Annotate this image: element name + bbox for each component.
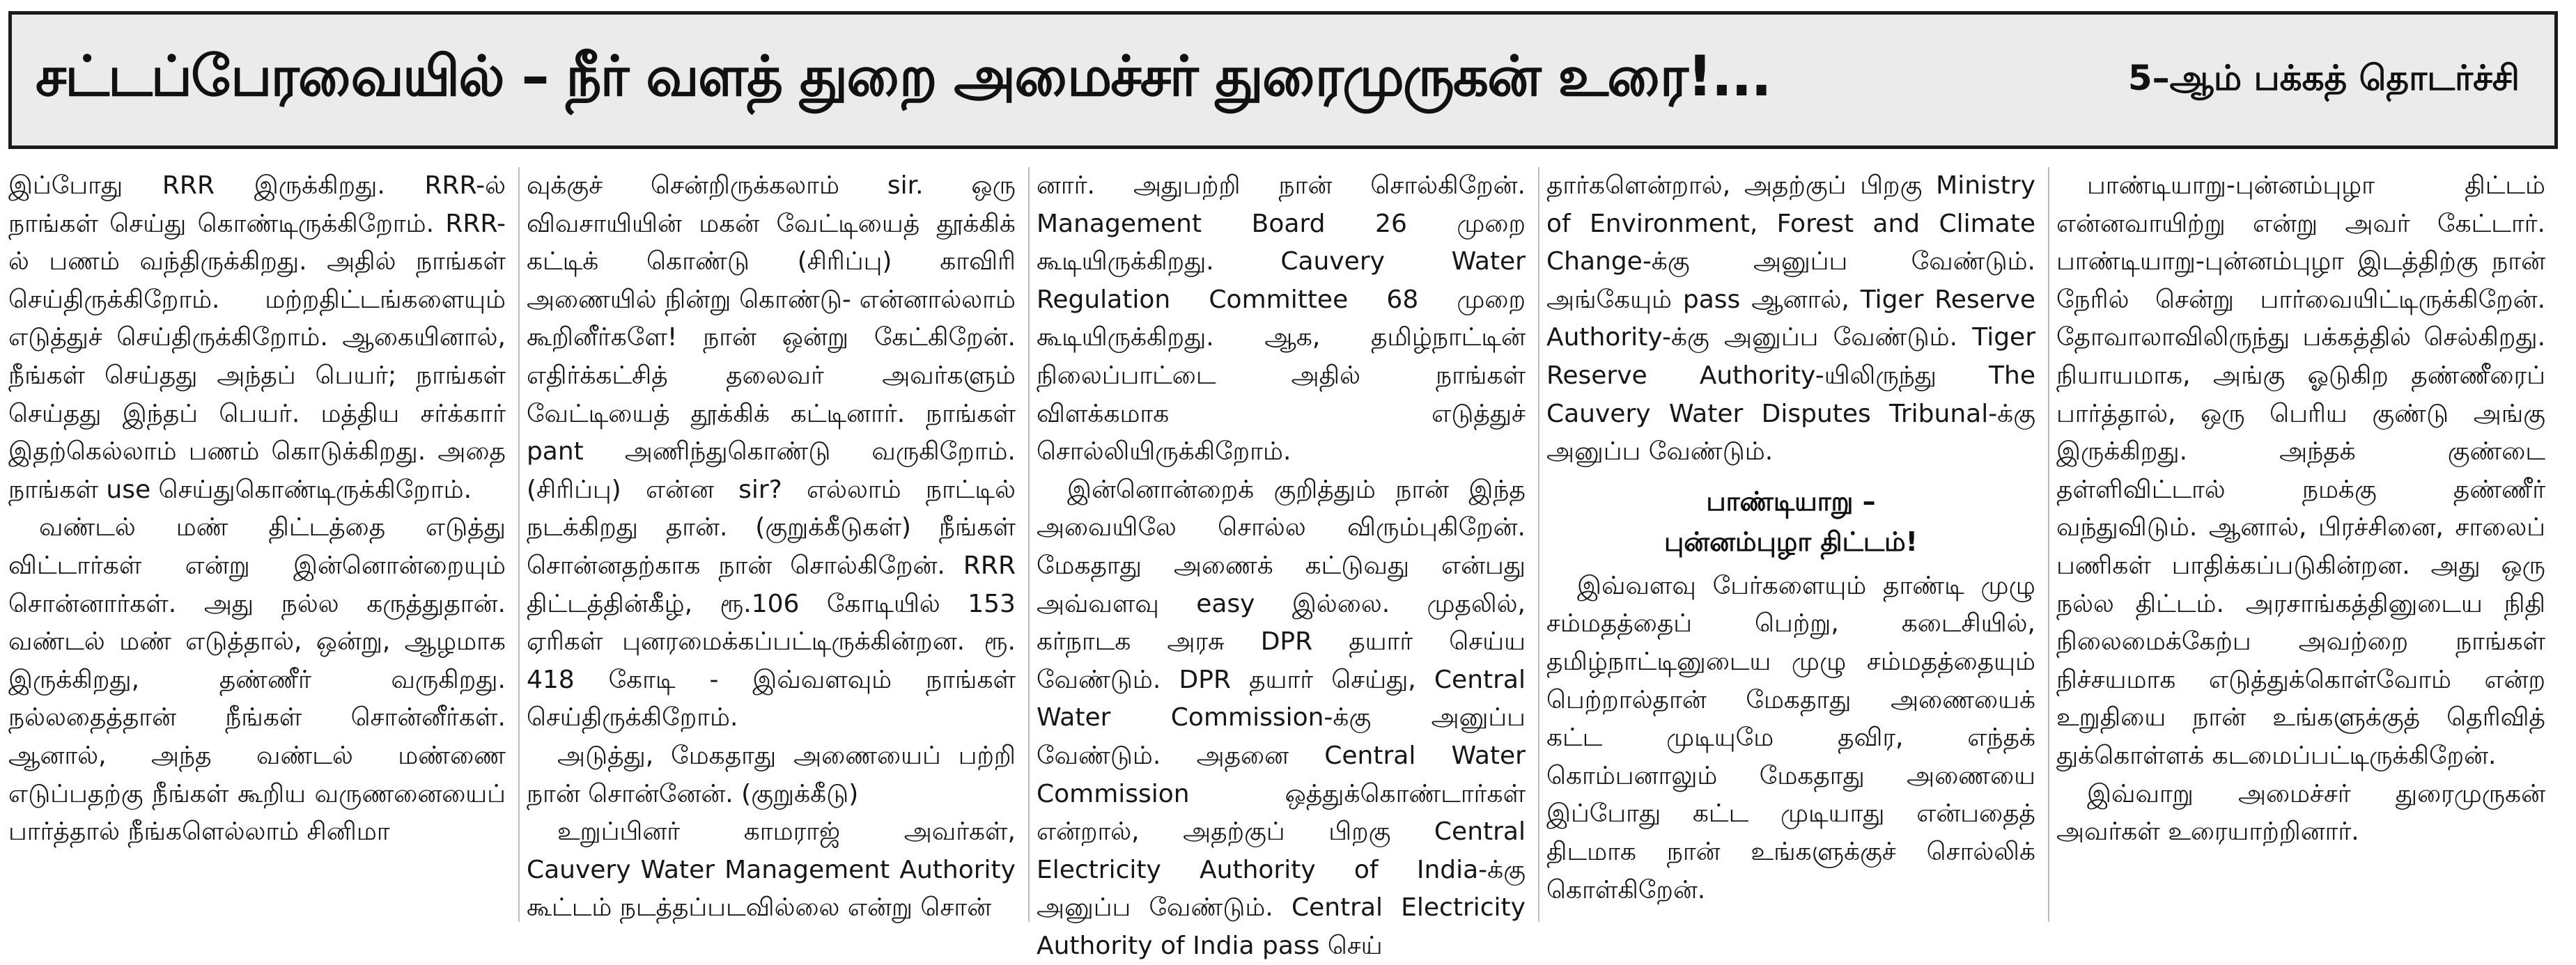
article-paragraph: இன்னொன்றைக் குறித்தும் நான் இந்த அவையிலே சொல்ல விரும்புகிறேன். மேகதாது அணைக் கட்டுவது என்பது அவ்வளவு easy இல்லை. முதலில், கர்நாடக அரசு DPR தயார் செய்ய வேண்டும். DPR தயார் செய்து, Central Water Commission-க்கு அனுப்ப வேண்டும். அதனை Central Water Commission ஒத்துக்கொண்டார்கள் என்றால், அதற்குப் பிறகு Central Electricity Authority of India-க்கு அனுப்ப வேண்டும். Central Electricity Authority of India pass செய் bbox=[1036, 475, 1526, 960]
article-column-3 bbox=[1028, 167, 1538, 960]
article-column-1 bbox=[8, 167, 518, 922]
article-columns bbox=[8, 167, 2558, 960]
headline-banner bbox=[8, 11, 2558, 149]
article-paragraph: இவ்வாறு அமைச்சர் துரைமுருகன் அவர்கள் உரையாற்றினார். bbox=[2056, 779, 2546, 847]
subheading-line: புன்னம்புழா திட்டம்! bbox=[1663, 526, 1918, 557]
article-paragraph: னார். அதுபற்றி நான் சொல்கிறேன். Management Board 26 முறை கூடியிருக்கிறது. Cauvery Water Regulation Committee 68 முறை கூடியிருக்கிறது. ஆக, தமிழ்நாட்டின் நிலைப்பாட்டை அதில் நாங்கள் விளக்கமாக எடுத்துச் சொல்லியிருக்கிறோம். bbox=[1036, 171, 1526, 466]
section-subheading bbox=[1546, 481, 2035, 562]
article-paragraph: இவ்வளவு பேர்களையும் தாண்டி முழு சம்மதத்தைப் பெற்று, கடைசியில், தமிழ்நாட்டினுடைய முழு சம்மதத்தையும் பெற்றால்தான் மேகதாது அணையைக் கட்ட முடியுமே தவிர, எந்தக் கொம்பனாலும் மேகதாது அணையை இப்போது கட்ட முடியாது என்பதைத் திடமாக நான் உங்களுக்குச் சொல்லிக் கொள்கிறேன். bbox=[1546, 571, 2035, 904]
article-paragraph: உறுப்பினர் காமராஜ் அவர்கள், Cauvery Water Management Authority கூட்டம் நடத்தப்படவில்லை என்று சொன் bbox=[526, 817, 1016, 923]
continuation-note: 5–ஆம் பக்கத் தொடர்ச்சி bbox=[2127, 57, 2520, 98]
article-paragraph: தார்களென்றால், அதற்குப் பிறகு Ministry of Environment, Forest and Climate Change-க்கு அனுப்ப வேண்டும். அங்கேயும் pass ஆனால், Tiger Reserve Authority-க்கு அனுப்ப வேண்டும். Tiger Reserve Authority-யிலிருந்து The Cauvery Water Disputes Tribunal-க்கு அனுப்ப வேண்டும். bbox=[1546, 171, 2035, 466]
article-paragraph: வுக்குச் சென்றிருக்கலாம் sir. ஒரு விவசாயியின் மகன் வேட்டியைத் தூக்கிக் கட்டிக் கொண்டு (சிரிப்பு) காவிரி அணையில் நின்று கொண்டு- என்னால்லாம் கூறினீர்களே! நான் ஒன்று கேட்கிறேன். எதிர்க்கட்சித் தலைவர் அவர்களும் வேட்டியைத் தூக்கிக் கட்டினார். நாங்கள் pant அணிந்துகொண்டு வருகிறோம். (சிரிப்பு) என்ன sir? எல்லாம் நாட்டில் நடக்கிறது தான். (குறுக்கீடுகள்) நீங்கள் சொன்னதற்காக நான் சொல்கிறேன். RRR திட்டத்தின்கீழ், ரூ.106 கோடியில் 153 ஏரிகள் புனரமைக்கப்பட்டிருக்கின்றன. ரூ. 418 கோடி - இவ்வளவும் நாங்கள் செய்திருக்கிறோம். bbox=[526, 171, 1016, 732]
article-paragraph: அடுத்து, மேகதாது அணையைப் பற்றி நான் சொன்னேன். (குறுக்கீடு) bbox=[526, 741, 1016, 808]
article-paragraph: பாண்டியாறு-புன்னம்புழா திட்டம் என்னவாயிற்று என்று அவர் கேட்டார். பாண்டியாறு-புன்னம்புழா இடத்திற்கு நான் நேரில் சென்று பார்வையிட்டிருக்கிறேன். தோவாலாவிலிருந்து பக்கத்தில் செல்கிறது. நியாயமாக, அங்கு ஓடுகிற தண்ணீரைப் பார்த்தால், ஒரு பெரிய குண்டு அங்கு இருக்கிறது. அந்தக் குண்டை தள்ளிவிட்டால் நமக்கு தண்ணீர் வந்துவிடும். ஆனால், பிரச்சினை, சாலைப் பணிகள் பாதிக்கப்படுகின்றன. அது ஒரு நல்ல திட்டம். அரசாங்கத்தினுடைய நிதி நிலைமைக்கேற்ப அவற்றை நாங்கள் நிச்சயமாக எடுத்துக்கொள்வோம் என்ற உறுதியை நான் உங்களுக்குத் தெரிவித் துக்கொள்ளக் கடமைப்பட்டிருக்கிறேன். bbox=[2056, 171, 2546, 770]
headline-title: சட்டப்பேரவையில் – நீர் வளத் துறை அமைச்சர் துரைமுருகன் உரை!... bbox=[36, 44, 1771, 109]
article-column-5 bbox=[2048, 167, 2558, 922]
article-paragraph: வண்டல் மண் திட்டத்தை எடுத்து விட்டார்கள் என்று இன்னொன்றையும் சொன்னார்கள். அது நல்ல கருத்துதான். வண்டல் மண் எடுத்தால், ஒன்று, ஆழமாக இருக்கிறது, தண்ணீர் வருகிறது. நல்லதைத்தான் நீங்கள் சொன்னீர்கள். ஆனால், அந்த வண்டல் மண்ணை எடுப்பதற்கு நீங்கள் கூறிய வருணனையைப் பார்த்தால் நீங்களெல்லாம் சினிமா bbox=[8, 513, 506, 847]
article-paragraph: இப்போது RRR இருக்கிறது. RRR-ல் நாங்கள் செய்து கொண்டிருக்கிறோம். RRR-ல் பணம் வந்திருக்கிறது. அதில் நாங்கள் செய்திருக்கிறோம். மற்றதிட்டங்களையும் எடுத்துச் செய்திருக்கிறோம். ஆகையினால், நீங்கள் செய்தது அந்தப் பெயர்; நாங்கள் செய்தது இந்தப் பெயர். மத்திய சர்க்கார் இதற்கெல்லாம் பணம் கொடுக்கிறது. அதை நாங்கள் use செய்துகொண்டிருக்கிறோம். bbox=[8, 171, 506, 504]
subheading-line: பாண்டியாறு – bbox=[1706, 485, 1876, 517]
article-column-4 bbox=[1538, 167, 2048, 922]
article-column-2 bbox=[518, 167, 1028, 922]
